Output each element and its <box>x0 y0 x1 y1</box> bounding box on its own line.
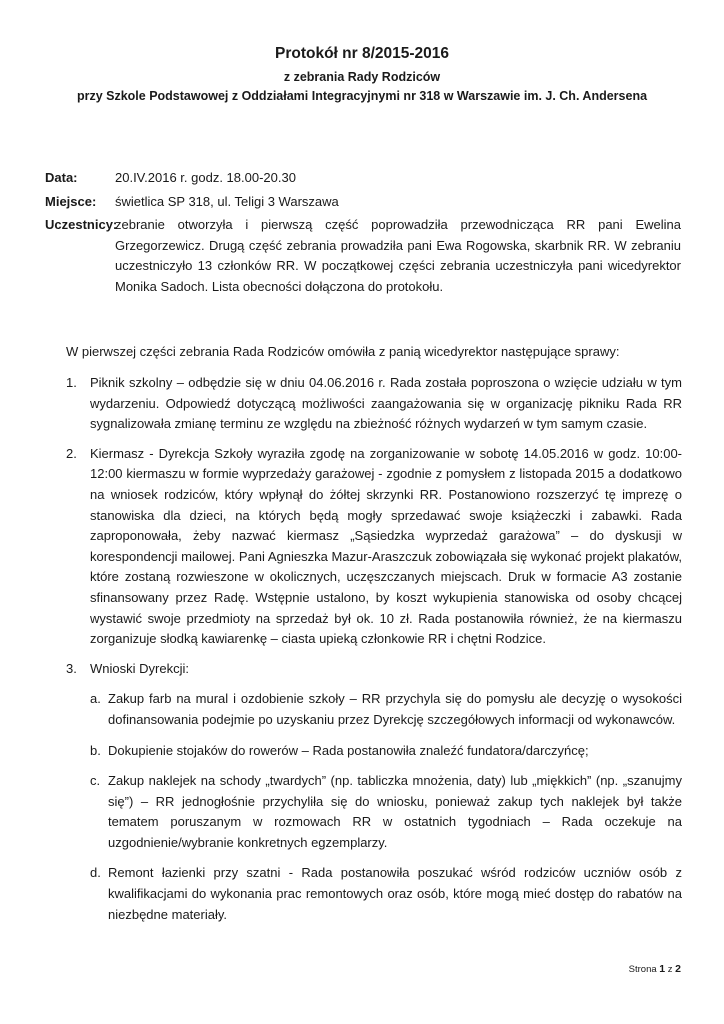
sublist-item <box>90 771 682 853</box>
sublist-item-text: Zakup naklejek na schody „twardych” (np. tabliczka mnożenia, daty) lub „miękkich” (np. „szanujmy się”) – RR jednogłośnie przychyliła się do wniosku, ponieważ zakup tych naklejek był także tematem poruszanym w rozmowach RR w ostatnich tygodniach – Rada oczekuje na uzgodnienie/wybranie konkretnych egzemplarzy. <box>108 773 682 850</box>
participants-value: zebranie otworzyła i pierwszą część poprowadziła przewodnicząca RR pani Ewelina Grzegorzewicz. Drugą część zebrania prowadziła pani Ewa Rogowska, skarbnik RR. W zebraniu uczestniczyło 13 członków RR. W początkowej części zebrania uczestniczyła pani wicedyrektor Monika Sadoch. Lista obecności dołączona do protokołu. <box>115 217 681 294</box>
page-word: Strona <box>628 964 657 975</box>
document-header <box>0 44 724 104</box>
date-value: 20.IV.2016 r. godz. 18.00-20.30 <box>115 170 296 185</box>
page-total: 2 <box>675 963 681 975</box>
meeting-details <box>45 168 681 300</box>
list-item-number: 1. <box>66 375 77 390</box>
sublist-item-letter: c. <box>90 773 101 789</box>
page-footer <box>629 963 681 975</box>
school-name: przy Szkole Podstawowej z Oddziałami Integracyjnymi nr 318 w Warszawie im. J. Ch. Andersena <box>76 89 648 103</box>
page-of-word: z <box>667 964 673 975</box>
page-current: 1 <box>659 963 666 975</box>
list-item-number: 2. <box>66 445 77 461</box>
sublist-item-text: Remont łazienki przy szatni - Rada postanowiła poszukać wśród rodziców uczniów osób z kwalifikacjami do wykonania prac remontowych oraz osób, które mogą mieć dostęp do rabatów na niezbędne materiały. <box>108 865 682 922</box>
agenda-list <box>66 373 682 935</box>
date-label: Data: <box>45 170 78 185</box>
list-item <box>66 659 682 680</box>
sublist-item-letter: d. <box>90 865 101 881</box>
sublist-item-letter: a. <box>90 691 101 707</box>
sublist-item-text: Zakup farb na mural i ozdobienie szkoły – RR przychyla się do pomysłu ale decyzję o wysokości dofinansowania podejmie po uzyskaniu przez Dyrekcję szczegółowych informacji od wykonawców. <box>108 691 682 727</box>
list-item-text: Wnioski Dyrekcji: <box>90 660 189 676</box>
participants-label: Uczestnicy: <box>45 217 118 232</box>
place-label: Miejsce: <box>45 193 97 209</box>
document-title: Protokół nr 8/2015-2016 <box>274 45 450 62</box>
sublist-item <box>90 689 682 730</box>
sublist-item-letter: b. <box>90 742 101 758</box>
list-item-number: 3. <box>66 660 77 676</box>
list-item <box>66 444 682 650</box>
participants-row <box>45 215 681 297</box>
place-value: świetlica SP 318, ul. Teligi 3 Warszawa <box>115 193 339 209</box>
list-item-text: Piknik szkolny – odbędzie się w dniu 04.06.2016 r. Rada została poproszona o wzięcie udziału w tym wydarzeniu. Odpowiedź dotyczącą możliwości zaangażowania się w organizację pikniku Rada RR sygnalizowała zmianę terminu ze względu na zbieżność różnych wydarzeń w tym samym czasie. <box>90 375 682 432</box>
sublist-item <box>90 741 682 762</box>
date-row <box>45 168 681 189</box>
list-item-text: Kiermasz - Dyrekcja Szkoły wyraziła zgodę na zorganizowanie w sobotę 14.05.2016 w godz. 10:00-12:00 kiermaszu w formie wyprzedaży garażowej - zgodnie z pomysłem z listopada 2015 a dodatkowo na wniosek rodziców, który wpłynął do żółtej skrzynki RR. Postanowiono rozszerzyć tę imprezę o stanowiska dla dzieci, na których będą mogły sprzedawać swoje książeczki i zabawki. Rada zaproponowała, żeby nazwać kiermasz „Sąsiedzka wyprzedaż garażowa” – do dyskusji w korespondencji mailowej. Pani Agnieszka Mazur-Araszczuk zobowiązała się wykonać projekt plakatów, które zostaną rozwieszone w okolicznych, uczęszczanych miejscach. Druk w formacie A3 zostanie sfinansowany przez Radę. Wstępnie ustalono, by koszt wykupienia stanowiska od osoby chcącej wystawić swoje przedmioty na sprzedaż był ok. 10 zł. Rada postanowiła również, że na kiermaszu zorganizuje słodką kawiarenkę – ciasta upieką członkowie RR i chętni Rodzice. <box>90 445 682 647</box>
intro-paragraph: W pierwszej części zebrania Rada Rodziców omówiła z panią wicedyrektor następujące sprawy: <box>66 344 620 359</box>
requests-sublist <box>90 689 682 925</box>
document-subtitle: z zebrania Rady Rodziców <box>283 70 441 84</box>
sublist-item <box>90 863 682 925</box>
list-item <box>66 373 682 435</box>
sublist-item-text: Dokupienie stojaków do rowerów – Rada postanowiła znaleźć fundatora/darczyńcę; <box>108 742 589 758</box>
place-row <box>45 192 681 213</box>
